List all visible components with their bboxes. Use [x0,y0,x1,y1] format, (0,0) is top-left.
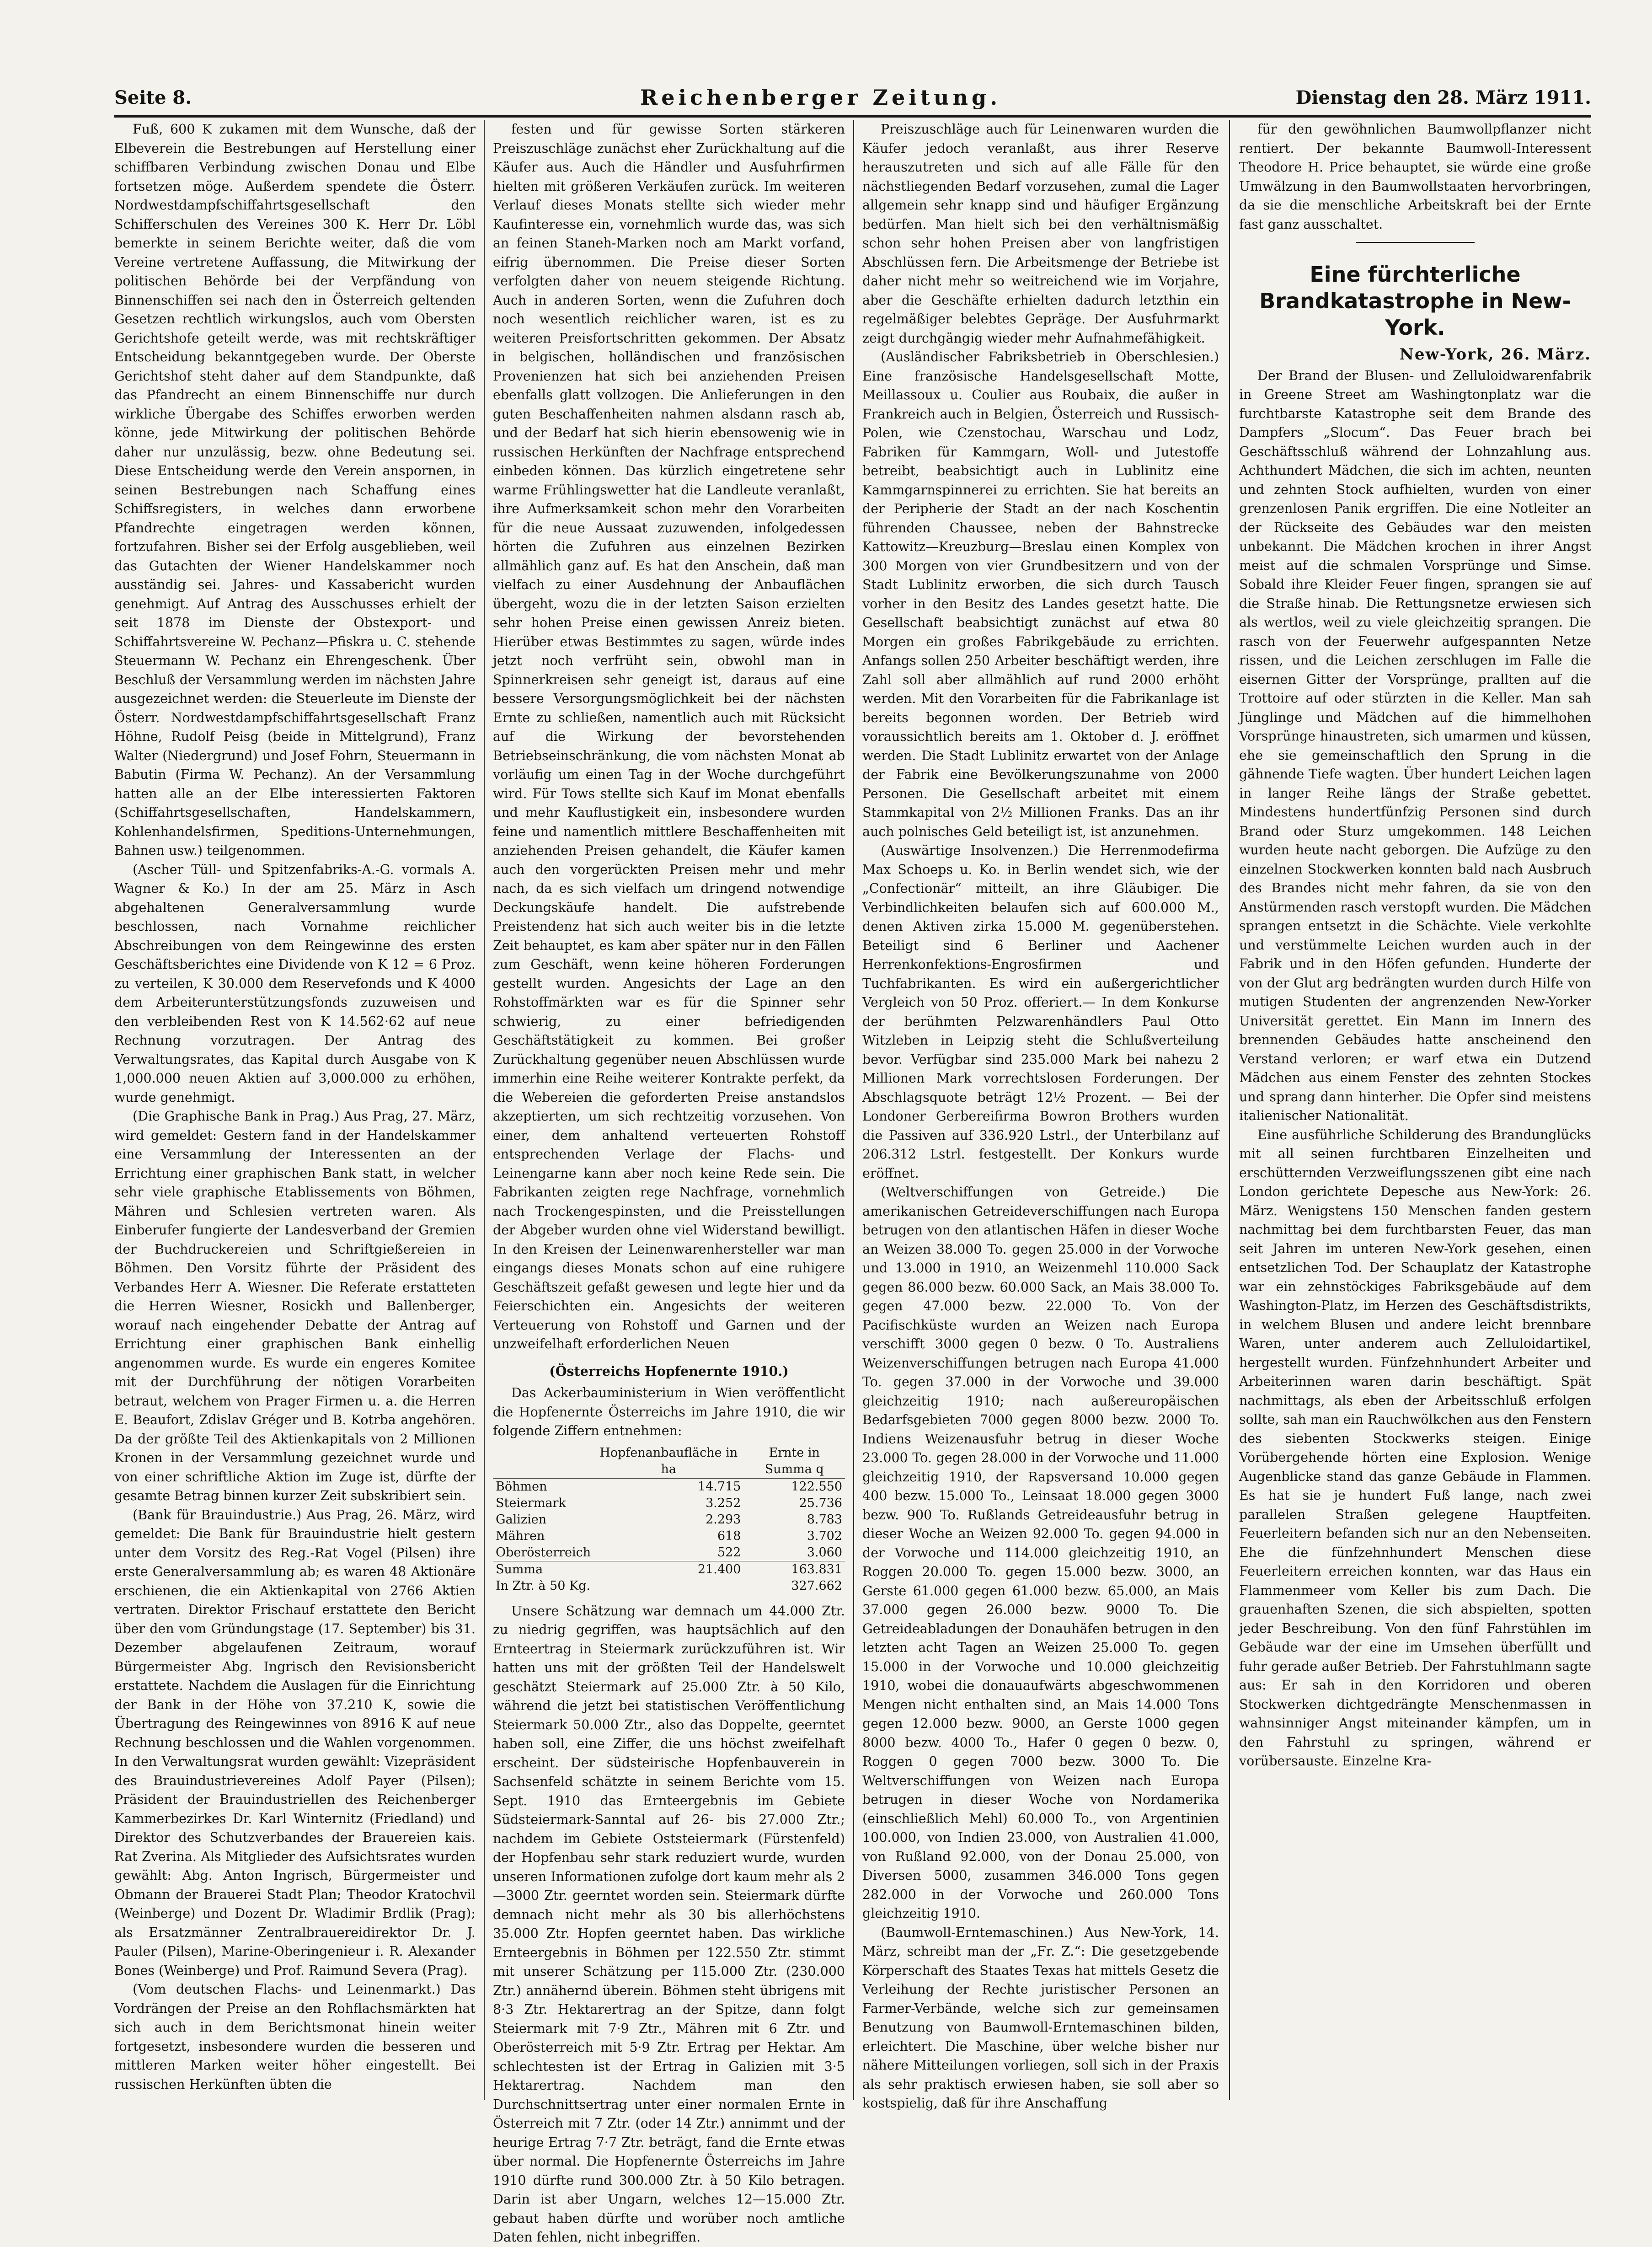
article-paragraph: (Ascher Tüll- und Spitzenfabriks-A.-G. vormals A. Wagner & Ko.) In der am 25. März in Asch abgehaltenen Generalversammlung wurde beschlossen, nach Vornahme reichlicher Abschreibungen von dem Reingewinne des ersten Geschäftsberichtes eine Dividende von K 12 = 6 Proz. zu verteilen, K 30.000 dem Reservefonds und K 4000 dem Arbeiterunterstützungsfonds zuzuweisen und den verbleibenden Rest von K 14.562·62 auf neue Rechnung vorzutragen. Der Antrag des Verwaltungsrates, das Kapital durch Ausgabe von K 1,000.000 neuen Aktien auf 3,000.000 zu erhöhen, wurde genehmigt. [114,862,476,1105]
hops-sum-area: 21.400 [593,1561,743,1578]
hops-yield: 3.060 [807,1545,842,1560]
table-row [493,1478,845,1495]
table-row [493,1544,845,1561]
hops-yield: 3.702 [807,1528,842,1543]
hops-yield: 122.550 [791,1479,842,1494]
column-divider [1229,120,1230,2100]
issue-date: Dienstag den 28. März 1911. [1295,87,1591,108]
hops-region: Steiermark [496,1496,566,1510]
article-paragraph: Fuß, 600 K zukamen mit dem Wunsche, daß der Elbeverein die Bestrebungen auf Herstellung einer schiffbaren Verbindung zwischen Donau und Elbe fortsetzen möge. Außerdem spendete die Österr. Nordwestdampfschiffahrtsgesellschaft den Schifferschulen des Vereines 300 K. Herr Dr. Löbl bemerkte in seinem Berichte weiter, daß die vom Vereine vertretene Auffassung, die Mitwirkung der politischen Behörde bei der Verpfändung von Binnenschiffen sei nach den in Österreich geltenden Gesetzen rechtlich wirkungslos, auch vom Obersten Gerichtshofe geteilt werde, was mit rechtskräftiger Entscheidung bekanntgegeben wurde. Der Oberste Gerichtshof steht daher auf dem Standpunkte, daß das Pfandrecht an einem Binnenschiffe nur durch wirkliche Übergabe des Schiffes erworben werden könne, jede Mitwirkung der politischen Behörde daher nur unzulässig, bezw. ohne Bedeutung sei. Diese Entscheidung werde den Verein anspornen, in seinen Bestrebungen nach Schaffung eines Schiffsregisters, in welches dann erworbene Pfandrechte eingetragen werden können, fortzufahren. Bisher sei der Erfolg ausgeblieben, weil das Gutachten der Wiener Handelskammer noch ausständig sei. Jahres- und Kassabericht wurden genehmigt. Auf Antrag des Ausschusses erhielt der seit 1878 im Dienste der Obstexport- und Schiffahrtsvereine W. Pechanz—Pfiskra u. C. stehende Steuermann W. Pechanz ein Ehrengeschenk. Über Beschluß der Versammlung werden im nächsten Jahre ausgezeichnet werden: die Steuerleute im Dienste der Österr. Nordwestdampfschiffahrtsgesellschaft Franz Höhne, Rudolf Peisg (beide in Mittelgrund), Franz Walter (Niedergrund) und Josef Fohrn, Steuermann in Babutin (Firma W. Pechanz). An der Versammlung hatten alle an der Elbe interessierten Faktoren (Schiffahrtsgesellschaften, Handelskammern, Kohlenhandelsfirmen, Speditions-Unternehmungen, Bahnen usw.) teilgenommen. [114,122,476,858]
article-paragraph: (Baumwoll-Erntemaschinen.) Aus New-York, 14. März, schreibt man der „Fr. Z.“: Die gesetzgebende Körperschaft des Staates Texas hat mittels Gesetz die Verleihung der Rechte juristischer Personen an Farmer-Verbände, welche sich zur gemeinsamen Benutzung von Baumwoll-Erntemaschinen bilden, erleichtert. Die Maschine, über welche bisher nur nähere Mitteilungen vorliegen, soll sich in der Praxis als sehr praktisch erwiesen haben, sie soll aber so kostspielig, daß für ihre Anschaffung [862,1925,1219,2111]
hops-intro: Das Ackerbauministerium in Wien veröffentlicht die Hopfenernte Österreichs im Jahre 1910, die wir folgende Ziffern entnehmen: [493,1385,845,1438]
column-4 [1239,120,1591,2100]
hops-sum-row [493,1561,845,1578]
column-2 [493,120,845,2245]
hops-table-header [493,1444,845,1479]
hops-area: 3.252 [706,1496,741,1510]
column-1 [114,120,476,2100]
dateline: New-York, 26. März. [1399,345,1591,364]
hops-heading: (Österreichs Hopfenernte 1910.) [549,1363,789,1379]
hops-ztr-label: In Ztr. à 50 Kg. [496,1578,591,1593]
hops-area: 522 [717,1545,741,1560]
article-paragraph: Unsere Schätzung war demnach um 44.000 Ztr. zu niedrig gegriffen, was hauptsächlich auf den Ernteertrag in Steiermark zurückzuführen ist. Wir hatten uns mit der größten Teil der Handelswelt geschätzt Steiermark auf 25.000 Ztr. à 50 Kilo, während die jetzt bei statistischen Veröffentlichung Steiermark 50.000 Ztr., also das Doppelte, geerntet haben soll, eine Ziffer, die uns höchst zweifelhaft erscheint. Der südsteirische Hopfenbauverein in Sachsenfeld schätzte in seinem Berichte vom 15. Sept. 1910 das Ernteergebnis im Gebiete Südsteiermark-Sanntal auf 26- bis 27.000 Ztr.; nachdem im Gebiete Oststeiermark (Fürstenfeld) der Hopfenbau sehr stark reduziert wurde, wurden unseren Informationen zufolge dort kaum mehr als 2—3000 Ztr. geerntet worden sein. Steiermark dürfte demnach nicht mehr als 30 bis allerhöchstens 35.000 Ztr. Hopfen geerntet haben. Das wirkliche Ernteergebnis in Böhmen per 122.550 Ztr. stimmt mit unserer Schätzung per 115.000 Ztr. (230.000 Ztr.) annähernd überein. Böhmen steht übrigens mit 8·3 Ztr. Hektarertrag an der Spitze, dann folgt Steiermark mit 7·9 Ztr., Mähren mit 6 Ztr. und Oberösterreich mit 5·9 Ztr. Ertrag per Hektar. Am schlechtesten ist der Ertrag in Galizien mit 3·5 Hektarertrag. Nachdem man den Durchschnittsertrag unter einer normalen Ernte in Österreich mit 7 Ztr. (oder 14 Ztr.) annimmt und der heurige Ertrag 7·7 Ztr. beträgt, fand die Ernte etwas über normal. Die Hopfenernte Österreichs im Jahre 1910 dürfte rund 300.000 Ztr. à 50 Kilo betragen. Darin ist aber Ungarn, welches 12—15.000 Ztr. gebaut haben dürfte und worüber noch amtliche Daten fehlen, nicht inbegriffen. [493,1603,845,2245]
table-row [493,1495,845,1512]
article-paragraph: (Die Graphische Bank in Prag.) Aus Prag, 27. März, wird gemeldet: Gestern fand in der Handelskammer eine Versammlung der Interessenten an der Errichtung einer graphischen Bank statt, in welcher sehr viele graphische Etablissements von Böhmen, Mähren und Schlesien vertreten waren. Als Einberufer fungierte der Landesverband der Gremien der Buchdruckereien und Schriftgießereien in Böhmen. Den Vorsitz führte der Präsident des Verbandes Herr A. Wiesner. Die Referate erstatteten die Herren Wiesner, Rosickh und Ballenberger, worauf nach eingehender Debatte der Antrag auf Errichtung einer graphischen Bank einhellig angenommen wurde. Es wurde ein engeres Komitee mit der Durchführung der nötigen Vorarbeiten betraut, welchem von Prager Firmen u. a. die Herren E. Beaufort, Zdislav Gréger und B. Kotrba angehören. Da der größte Teil des Aktienkapitals von 2 Millionen Kronen in der Versammlung gezeichnet wurde und von einer schriftliche Aktion im Zuge ist, dürfte der gesamte Betrag binnen kurzer Zeit subskribiert sein. [114,1109,476,1503]
hops-sum-label: Summa [493,1561,593,1578]
hops-area: 2.293 [706,1512,741,1527]
hops-ztr-row [493,1578,845,1594]
article-paragraph: (Bank für Brauindustrie.) Aus Prag, 26. März, wird gemeldet: Die Bank für Brauindustrie hielt gestern unter dem Vorsitz des Reg.-Rat Vogel (Pilsen) ihre erste Generalversammlung ab; es waren 48 Aktionäre erschienen, die ein Aktienkapital von 2766 Aktien vertraten. Direktor Frischauf erstattete den Bericht über den vom Gründungstage (17. September) bis 31. Dezember abgelaufenen Zeitraum, worauf Bürgermeister Abg. Ingrisch den Revisionsbericht erstattete. Nachdem die Auslagen für die Einrichtung der Bank in der Höhe von 37.210 K, sowie die Übertragung des Reingewinnes von 8916 K auf neue Rechnung beschlossen und die Wahlen vorgenommen. In den Verwaltungsrat wurden gewählt: Vizepräsident des Brauindustrievereines Adolf Payer (Pilsen); Präsident der Brauindustriellen des Reichenberger Kammerbezirkes Dr. Karl Winternitz (Friedland) und Direktor des Schutzverbandes der Brauereien kais. Rat Zverina. Als Mitglieder des Aufsichtsrates wurden gewählt: Abg. Anton Ingrisch, Bürgermeister und Obmann der Brauerei Stadt Plan; Theodor Kratochvil (Weinberge) und Dozent Dr. Wladimir Brdlik (Prag); als Ersatzmänner Zentralbrauereidirektor Dr. J. Pauler (Pilsen), Marine-Oberingenieur i. R. Alexander Bones (Weinberge) und Prof. Raimund Severa (Prag). [114,1507,476,1978]
article-paragraph: Eine ausführliche Schilderung des Brandunglücks mit all seinen furchtbaren Einzelheiten und erschütternden Verzweiflungsszenen gibt eine nach London gerichtete Depesche aus New-York: 26. März. Wenigstens 150 Menschen fanden gestern nachmittag bei dem furchtbarsten Feuer, das man seit Jahren im unteren New-York gesehen, einen entsetzlichen Tod. Der Schauplatz der Katastrophe war ein zehnstöckiges Fabriksgebäude auf dem Washington-Platz, im Herzen des Geschäftsdistrikts, in welchem Blusen und andere leicht brennbare Waren, unter anderem auch Zelluloidartikel, hergestellt wurden. Fünfzehnhundert Arbeiter und Arbeiterinnen waren darin beschäftigt. Spät nachmittags, als eben der Arbeitsschluß erfolgen sollte, sah man ein Rauchwölkchen aus den Fenstern des siebenten Stockwerks steigen. Einige Vorübergehende hörten eine Explosion. Wenige Augenblicke stand das ganze Gebäude in Flammen. Es hat sie je hundert Fuß lange, nach zwei parallelen Straßen gelegene Hauptfeiten. Feuerleitern befanden sich nur an den Nebenseiten. Ehe die fünfzehnhundert Menschen diese Feuerleitern erreichen konnten, war das Haus ein Flammenmeer vom Keller bis zum Dach. Die grauenhaften Szenen, die sich abspielten, spotten jeder Beschreibung. Von den fünf Fahrstühlen im Gebäude war der eine im Umsehen überfüllt und fuhr gerade außer Betrieb. Der Fahrstuhlmann sagte aus: Er sah in den Korridoren und oberen Stockwerken dichtgedrängte Menschenmassen in wahnsinniger Angst miteinander kämpfen, um in den Fahrstuhl zu springen, während er vorübersauste. Einzelne Kra- [1239,1127,1591,1769]
headline: Eine fürchterliche Brandkatastrophe in New-York. [1259,262,1571,340]
table-row [493,1512,845,1528]
article-paragraph: (Auswärtige Insolvenzen.) Die Herrenmodefirma Max Schoeps u. Ko. in Berlin wendet sich, wie der „Confectionär“ mitteilt, an ihre Gläubiger. Die Verbindlichkeiten belaufen sich auf 600.000 M., denen Aktiven zirka 15.000 M. gegenüberstehen. Beteiligt sind 6 Berliner und Aachener Herrenkonfektions-Engrosfirmen und Tuchfabrikanten. Es wird ein außergerichtlicher Vergleich von 50 Proz. offeriert.— In dem Konkurse der berühmten Pelzwarenhändlers Paul Otto Witzleben in Leipzig steht die Schlußverteilung bevor. Verfügbar sind 235.000 Mark bei nahezu 2 Millionen Mark vorrechtslosen Forderungen. Der Abschlagsquote beträgt 12½ Prozent. — Bei der Londoner Gerbereifirma Bowron Brothers wurden die Passiven auf 336.920 Lstrl., der Unterbilanz auf 206.312 Lstrl. festgestellt. Der Konkurs wurde eröffnet. [862,843,1219,1181]
hops-table [493,1444,845,1594]
column-divider [853,120,854,2100]
hops-yield-header: Ernte in Summa q [743,1444,845,1479]
newspaper-title: Reichenberger Zeitung. [640,85,1001,110]
column-divider [484,120,485,2100]
article-paragraph: festen und für gewisse Sorten stärkeren Preiszuschläge zunächst eher Zurückhaltung auf die Käufer aus. Auch die Händler und Ausfuhrfirmen hielten mit größeren Verkäufen zurück. Im weiteren Verlauf dieses Monats stellte sich wieder mehr Kaufinteresse ein, vornehmlich wurde das, was sich an feinen Staneh-Marken noch am Markt vorfand, eifrig übernommen. Die Preise dieser Sorten verfolgten daher von neuem steigende Richtung. Auch in anderen Sorten, wenn die Zufuhren doch noch wesentlich reichlicher waren, ist es zu weiteren Preisfortschritten gekommen. Der Absatz in belgischen, holländischen und französischen Provenienzen hat sich bei anziehenden Preisen ebenfalls glatt vollzogen. Die Anlieferungen in den guten Beschaffenheiten nahmen alsdann rasch ab, und der Bedarf hat sich hierin ebensowenig wie in russischen Herkünften der Nachfrage entsprechend einbeden können. Das kürzlich eingetretene sehr warme Frühlingswetter hat die Landleute veranlaßt, ihre Aufmerksamkeit schon mehr den Vorarbeiten für die neue Aussaat zuzuwenden, infolgedessen hörten die Zufuhren aus einzelnen Bezirken allmählich ganz auf. Es hat den Anschein, daß man vielfach zu einer Ausdehnung der Anbauflächen übergeht, wozu die in der letzten Saison erzielten sehr hohen Preise einen gewissen Anreiz bieten. Hierüber etwas Bestimmtes zu sagen, würde indes jetzt noch verfrüht sein, obwohl man in Spinnerkreisen sehr geneigt ist, daraus auf eine bessere Versorgungsmöglichkeit bei der nächsten Ernte zu schließen, namentlich auch mit Rücksicht auf die Wirkung der bevorstehenden Betriebseinschränkung, die vom nächsten Monat ab vorläufig um einen Tag in der Woche durchgeführt wird. Für Tows stellte sich Kauf im Monat ebenfalls und mehr Kauflustigkeit ein, insbesondere wurden feine und namentlich mittlere Beschaffenheiten mit anziehenden Preisen gehandelt, die Käufer kamen auch den vorgerückten Preisen mehr und mehr nach, da es sich vielfach um dringend notwendige Deckungskäufe handelt. Die aufstrebende Preistendenz hat sich auch weiter bis in die letzte Zeit behauptet, es kam aber später nur in den Fällen zum Geschäft, wenn keine höheren Forderungen gestellt wurden. Angesichts der Lage an den Rohstoffmärkten war es für die Spinner sehr schwierig, zu einer befriedigenden Geschäftstätigkeit zu kommen. Bei großer Zurückhaltung gegenüber neuen Abschlüssen wurde immerhin eine Reihe weiterer Kontrakte perfekt, da die Webereien die geforderten Preise anstandslos akzeptierten, um sich rechtzeitig vorzusehen. Von einer, dem anhaltend verteuerten Rohstoff entsprechenden Verlage der Flachs- und Leinengarne kann aber noch keine Rede sein. Die Fabrikanten zeigten rege Nachfrage, vornehmlich nach Trockengespinsten, und die Preisstellungen der Abgeber wurden ohne viel Widerstand bewilligt. In den Kreisen der Leinenwarenhersteller war man eingangs dieses Monats schon auf eine ruhigere Geschäftszeit gefaßt gewesen und legte hier und da Feierschichten ein. Angesichts der weiteren Verteuerung von Rohstoff und Garnen und der unzweifelhaft erforderlichen Neuen [493,122,845,1351]
hops-area: 618 [717,1528,741,1543]
hops-ztr-value: 327.662 [791,1578,842,1593]
column-3 [862,120,1219,2111]
hops-region: Galizien [496,1512,547,1527]
hops-region: Oberösterreich [496,1545,591,1560]
hops-region: Mähren [496,1528,545,1543]
hops-yield: 8.783 [807,1512,842,1527]
article-paragraph: Der Brand der Blusen- und Zelluloidwarenfabrik in Greene Street am Washingtonplatz war die furchtbarste Katastrophe seit dem Brande des Dampfers „Slocum“. Das Feuer brach bei Geschäftsschluß während der Lohnzahlung aus. Achthundert Mädchen, die sich im achten, neunten und zehnten Stock aufhielten, wurden von einer grenzenlosen Panik ergriffen. Die eine Notleiter an der Rückseite des Gebäudes war den meisten unbekannt. Die Mädchen krochen in ihrer Angst meist auf die schmalen Vorsprünge und Simse. Sobald ihre Kleider Feuer fingen, sprangen sie auf die Straße hinab. Die Rettungsnetze erwiesen sich als wertlos, weil zu viele gleichzeitig sprangen. Die rasch von der Feuerwehr aufgespannten Netze rissen, und die Leichen zerschlugen im Falle die eisernen Gitter der Vorsprünge, prallten auf die Trottoire auf oder stürzten in die Keller. Man sah Jünglinge und Mädchen auf die himmelhohen Vorsprünge hinaustreten, sich umarmen und küssen, ehe sie gemeinschaftlich den Sprung in die gähnende Tiefe wagten. Über hundert Leichen lagen in langer Reihe längs der Straße gebettet. Mindestens hundertfünfzig Personen sind durch Brand oder Sturz umgekommen. 148 Leichen wurden heute nacht geborgen. Die Aufzüge zu den einzelnen Stockwerken konnten bald nach Ausbruch des Brandes nicht mehr fahren, da sie von den Anstürmenden rasch verstopft wurden. Die Mädchen sprangen entsetzt in die Schächte. Viele verkohlte und verstümmelte Leichen wurden auch in der Fabrik und in den Höfen gefunden. Hunderte der von der Glut arg bedrängten wurden durch Hilfe von mutigen Studenten der angrenzenden New-Yorker Universität gerettet. Ein Mann im Innern des brennenden Gebäudes hatte anscheinend den Verstand verloren; er warf etwa ein Dutzend Mädchen aus einem Fenster des zehnten Stockes und sprang dann hinterher. Die Opfer sind meistens italienischer Nationalität. [1239,368,1591,1123]
hops-area-header: Hopfenanbaufläche in ha [593,1444,743,1479]
article-paragraph: Preiszuschläge auch für Leinenwaren wurden die Käufer jedoch veranlaßt, aus ihrer Reserve herauszutreten und sich auf alle Fälle für den nächstliegenden Bedarf vorzusehen, zumal die Lager allgemein sehr knapp sind und häufiger Ergänzung bedürfen. Man hielt sich bei den verhältnismäßig schon sehr hohen Preisen aber von langfristigen Abschlüssen fern. Die Arbeitsmenge der Betriebe ist daher nicht mehr so weitreichend wie im Vorjahre, aber die Geschäfte erhielten dadurch letzthin ein regelmäßiger belebtes Gepräge. Der Ausfuhrmarkt zeigt durchgängig wieder mehr Aufnahmefähigkeit. [862,122,1219,346]
article-paragraph: (Ausländischer Fabriksbetrieb in Oberschlesien.) Eine französische Handelsgesellschaft Motte, Meillassoux u. Coulier aus Roubaix, die außer in Frankreich auch in Belgien, Österreich und Russisch-Polen, wie Czenstochau, Warschau und Lodz, Fabriken für Kammgarn, Woll- und Jutestoffe betreibt, beabsichtigt auch in Lublinitz eine Kammgarnspinnerei zu errichten. Sie hat bereits an der Peripherie der Stadt an der nach Koschentin führenden Chaussee, neben der Bahnstrecke Kattowitz—Kreuzburg—Breslau einen Komplex von 300 Morgen von vier Grundbesitzern und von der Stadt Lublinitz erworben, die sich durch Tausch vorher in den Besitz des Landes gesetzt hatte. Die Gesellschaft beabsichtigt zunächst auf etwa 80 Morgen ein großes Fabrikgebäude zu errichten. Anfangs sollen 250 Arbeiter beschäftigt werden, ihre Zahl soll aber allmählich auf rund 2000 erhöht werden. Mit den Vorarbeiten für die Fabrikanlage ist bereits begonnen worden. Der Betrieb wird voraussichtlich bereits am 1. Oktober d. J. eröffnet werden. Die Stadt Lublinitz erwartet von der Anlage der Fabrik eine Bevölkerungszunahme von 2000 Personen. Die Gesellschaft arbeitet mit einem Stammkapital von 2½ Millionen Franks. Das an ihr auch polnisches Geld beteiligt ist, ist anzunehmen. [862,349,1219,839]
hops-sum-yield: 163.831 [743,1561,845,1578]
page-number: Seite 8. [114,87,192,108]
header-rule [114,115,1591,118]
table-row [493,1528,845,1544]
article-paragraph: für den gewöhnlichen Baumwollpflanzer nicht rentiert. Der bekannte Baumwoll-Interessent Theodore H. Price behauptet, sie würde eine große Umwälzung in den Baumwollstaaten hervorbringen, da sie die menschliche Arbeitskraft bei der Ernte fast ganz ausschaltet. [1239,122,1591,232]
section-separator [1356,242,1475,243]
hops-region: Böhmen [496,1479,547,1494]
article-paragraph: (Vom deutschen Flachs- und Leinenmarkt.) Das Vordrängen der Preise an den Rohflachsmärkten hat sich auch in dem Berichtsmonat hinein weiter fortgesetzt, insbesondere wurden die besseren und mittleren Marken weiter höher eingestellt. Bei russischen Herkünften übten die [114,1982,476,2092]
hops-yield: 25.736 [799,1496,842,1510]
article-paragraph: (Weltverschiffungen von Getreide.) Die amerikanischen Getreideverschiffungen nach Europa betrugen von den atlantischen Häfen in dieser Woche an Weizen 38.000 To. gegen 25.000 in der Vorwoche und 13.000 in 1910, an Weizenmehl 110.000 Sack gegen 86.000 bezw. 60.000 Sack, an Mais 38.000 To. gegen 47.000 bezw. 22.000 To. Von der Pacifischküste wurden an Weizen nach Europa verschifft 3000 gegen 0 bezw. 0 To. Australiens Weizenverschiffungen betrugen nach Europa 41.000 To. gegen 37.000 in der Vorwoche und 39.000 gleichzeitig 1910; nach außereuropäischen Bedarfsgebieten 7000 gegen 8000 bezw. 2000 To. Indiens Weizenausfuhr betrug in dieser Woche 23.000 To. gegen 28.000 in der Vorwoche und 11.000 gleichzeitig 1910, der Rapsversand 10.000 gegen 400 bezw. 15.000 To., Leinsaat 18.000 gegen 3000 bezw. 900 To. Rußlands Getreideausfuhr betrug in dieser Woche an Weizen 92.000 To. gegen 94.000 in der Vorwoche und 114.000 gleichzeitig 1910, an Roggen 20.000 To. gegen 15.000 bezw. 3000, an Gerste 61.000 gegen 61.000 bezw. 65.000, an Mais 37.000 gegen 26.000 bezw. 9000 To. Die Getreideabladungen der Donauhäfen betrugen in den letzten acht Tagen an Weizen 25.000 To. gegen 15.000 in der Vorwoche und 10.000 gleichzeitig 1910, wobei die donauaufwärts abgeschwommenen Mengen nicht enthalten sind, an Mais 14.000 Tons gegen 12.000 bezw. 9000, an Gerste 1000 gegen 8000 bezw. 4000 To., Hafer 0 gegen 0 bezw. 0, Roggen 0 gegen 7000 bezw. 3000 To. Die Weltverschiffungen von Weizen nach Europa betrugen in dieser Woche von Nordamerika (einschließlich Mehl) 60.000 To., von Argentinien 100.000, von Indien 23.000, von Australien 41.000, von Rußland 92.000, von der Donau 25.000, von Diversen 5000, zusammen 346.000 Tons gegen 282.000 in der Vorwoche und 260.000 Tons gleichzeitig 1910. [862,1185,1219,1921]
page-header [114,82,1591,114]
hops-area: 14.715 [697,1479,741,1494]
